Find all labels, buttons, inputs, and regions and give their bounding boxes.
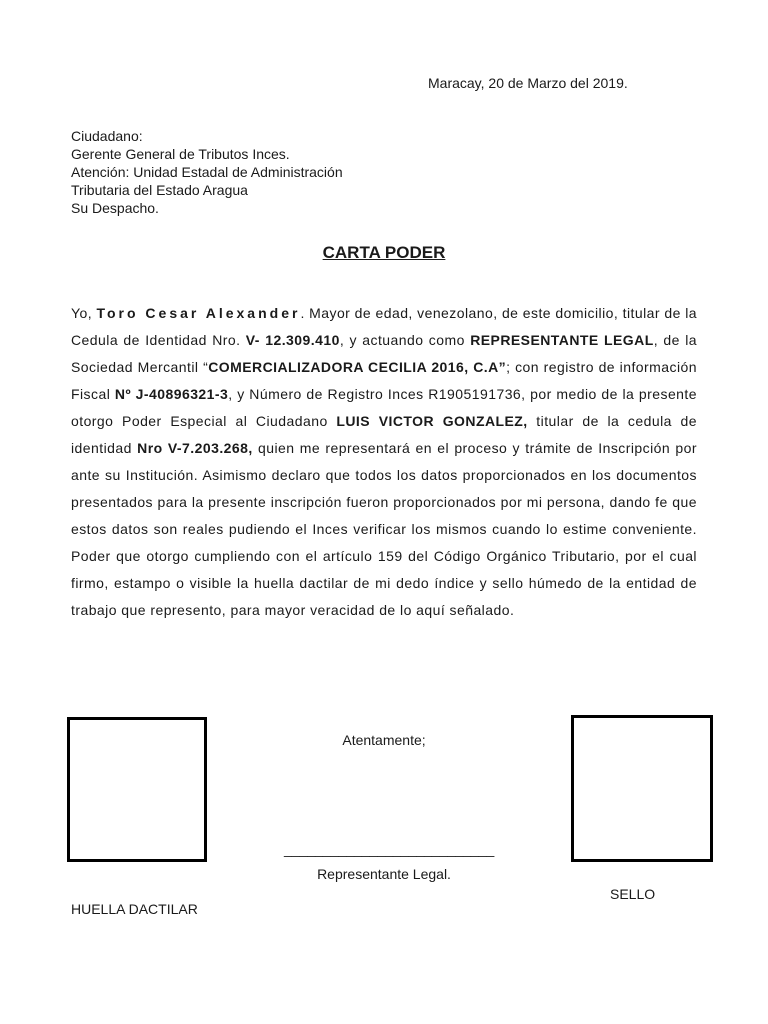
letter-body: [71, 300, 697, 624]
body-text: . Mayor de edad, venezolano, de este domicilio, titular de la Cedula de Identidad Nro.: [71, 305, 697, 348]
date-line: Maracay, 20 de Marzo del 2019.: [428, 75, 628, 91]
body-text: quien me representará en el proceso y trámite de Inscripción por ante su Institución. Asimismo declaro que todos los datos proporcionados en los documentos presentados para la presente inscripción fueron proporcionados por mi persona, dando fe que estos datos son reales pudiendo el Inces verificar los mismos cuando lo estime conveniente. Poder que otorgo cumpliendo con el artículo 159 del Código Orgánico Tributario, por el cual firmo, estampo o visible la huella dactilar de mi dedo índice y sello húmedo de la entidad de trabajo que represento, para mayor veracidad de lo aquí señalado.: [71, 440, 698, 618]
attorney-id-number: Nro V-7.203.268,: [137, 440, 253, 456]
signature-line: ___________________________: [284, 841, 495, 857]
closing-text: Atentamente;: [342, 732, 426, 748]
body-text: Yo,: [71, 305, 97, 321]
grantor-id-number: V- 12.309.410: [245, 332, 340, 348]
body-text: titular de la cedula de identidad: [71, 413, 698, 456]
signature-caption: Representante Legal.: [317, 866, 451, 882]
body-text: , de la Sociedad Mercantil “: [71, 332, 697, 375]
seal-label: SELLO: [610, 886, 656, 902]
addressee-line: Atención: Unidad Estadal de Administración: [71, 164, 343, 180]
company-name: COMERCIALIZADORA CECILIA 2016, C.A”: [208, 359, 507, 375]
addressee-block: [71, 127, 343, 217]
attorney-name: LUIS VICTOR GONZALEZ,: [336, 413, 528, 429]
fiscal-number: Nº J-40896321-3: [114, 386, 229, 402]
legal-representative-label: REPRESENTANTE LEGAL: [470, 332, 654, 348]
addressee-line: Tributaria del Estado Aragua: [71, 182, 248, 198]
document-title: CARTA PODER: [322, 243, 446, 262]
addressee-line: Su Despacho.: [71, 200, 159, 216]
grantor-name: Toro Cesar Alexander: [96, 305, 301, 321]
addressee-line: Gerente General de Tributos Inces.: [71, 146, 290, 162]
body-text: , y Número de Registro Inces R1905191736, por medio de la presente otorgo Poder Especial al Ciudadano: [71, 386, 697, 429]
addressee-line: Ciudadano:: [71, 128, 143, 144]
body-text: , y actuando como: [339, 332, 471, 348]
body-text: ; con registro de información Fiscal: [71, 359, 697, 402]
fingerprint-label: HUELLA DACTILAR: [71, 901, 198, 917]
